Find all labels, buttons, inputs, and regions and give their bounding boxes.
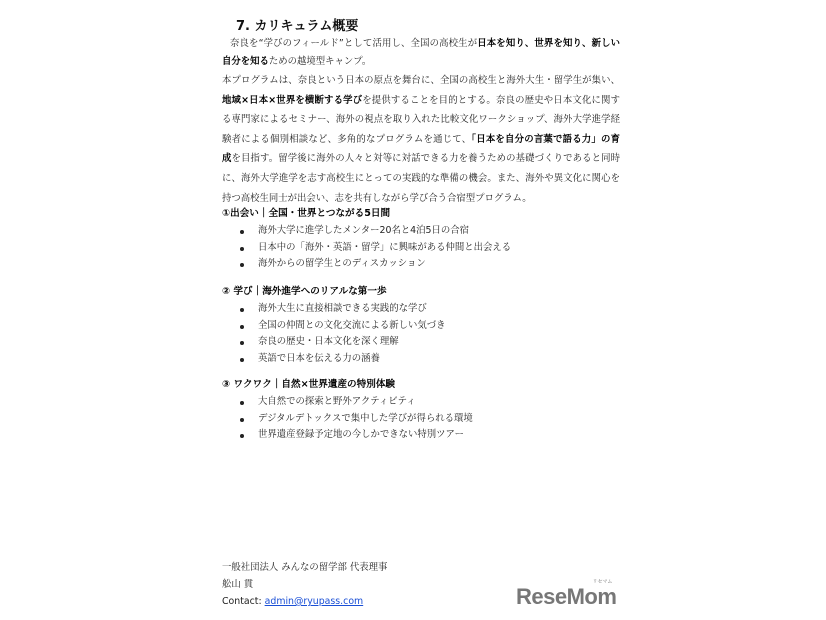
feature-section: [222, 205, 622, 273]
logo-ruby: リセマム: [592, 579, 613, 585]
list-item-text: 全国の仲間との文化交流による新しい気づき: [258, 319, 446, 331]
bold-text: 日本を知り、世界を知り、新しい自分を知る: [222, 38, 620, 67]
section-title: 7. カリキュラム概要: [236, 19, 359, 34]
list-item: [222, 427, 622, 444]
list-item: [222, 318, 622, 335]
list-item-text: 日本中の「海外・英語・留学」に興味がある仲間と出会える: [258, 241, 512, 253]
bullet-list: [222, 301, 622, 367]
section-heading: ② 学び｜海外進学へのリアルな第一歩: [222, 286, 387, 297]
list-item: [222, 240, 622, 257]
bullet-icon: [240, 418, 244, 422]
bold-text: 地域×日本×世界を横断する学び: [222, 94, 363, 106]
list-item: [222, 256, 622, 273]
list-item: [222, 301, 622, 318]
text-run: 本プログラムは、奈良という日本の原点を舞台に、全国の高校生と海外大生・留学生が集い、: [222, 75, 620, 86]
list-item-text: 世界遺産登録予定地の今しかできない特別ツアー: [258, 429, 464, 441]
resemom-logo: [516, 579, 617, 610]
footer: [222, 559, 387, 610]
list-item-text: 海外大学に進学したメンター20名と4泊5日の合宿: [258, 225, 469, 236]
bullet-icon: [240, 401, 244, 405]
footer-name: 舩山 貫: [222, 579, 254, 590]
section-heading: ③ ワクワク｜自然×世界遺産の特別体験: [222, 379, 396, 390]
bullet-icon: [240, 325, 244, 329]
list-item: [222, 394, 622, 411]
list-item-text: 奈良の歴史・日本文化を深く理解: [258, 336, 399, 348]
list-item-text: 海外からの留学生とのディスカッション: [258, 258, 426, 270]
text-run: を提供することを目的とする。奈良の歴史や日本文化に関する専門家によるセミナー、海外の視点を取り入れた比較文化ワークショップ、海外大学進学経験者による個別相談など、多角的なプログラムを通じて、: [222, 94, 620, 145]
bullet-icon: [240, 434, 244, 438]
list-item-text: デジタルデトックスで集中した学びが得られる環境: [258, 412, 473, 424]
section-heading: ①出会い｜全国・世界とつながる5日間: [222, 208, 391, 219]
text-run: を目指す。留学後に海外の人々と対等に対話できる力を養うための基礎づくりであると同時に、海外大学進学を志す高校生にとっての実践的な準備の機会。また、海外や異文化に関心を持つ高校生同士が出会い、志を共有しながら学び合う合宿型プログラム。: [222, 153, 620, 204]
intro-paragraph: [222, 35, 620, 71]
feature-section: [222, 376, 622, 444]
list-item-text: 英語で日本を伝える力の涵養: [258, 352, 380, 364]
footer-contact: [222, 593, 387, 610]
body-paragraph: [222, 71, 620, 208]
bullet-icon: [240, 263, 244, 267]
bullet-list: [222, 223, 622, 273]
footer-org: 一般社団法人 みんなの留学部 代表理事: [222, 562, 388, 573]
bullet-icon: [240, 308, 244, 312]
contact-label: Contact:: [222, 596, 265, 607]
bullet-icon: [240, 358, 244, 362]
feature-section: [222, 283, 622, 367]
bullet-list: [222, 394, 622, 444]
logo-text: ReseMom: [516, 584, 617, 609]
bullet-icon: [240, 230, 244, 234]
list-item: [222, 411, 622, 428]
list-item-text: 大自然での探索と野外アクティビティ: [258, 396, 416, 407]
text-run: ための越境型キャンプ。: [268, 56, 372, 67]
text-run: 奈良を“学びのフィールド”として活用し、全国の高校生が: [230, 38, 478, 49]
list-item: [222, 223, 622, 240]
list-item: [222, 351, 622, 368]
bold-text: 「日本を自分の言葉で語る力」の育成: [222, 133, 620, 165]
list-item: [222, 334, 622, 351]
email-link[interactable]: admin@ryupass.com: [264, 596, 364, 607]
bullet-icon: [240, 247, 244, 251]
list-item-text: 海外大生に直接相談できる実践的な学び: [258, 303, 427, 314]
bullet-icon: [240, 341, 244, 345]
